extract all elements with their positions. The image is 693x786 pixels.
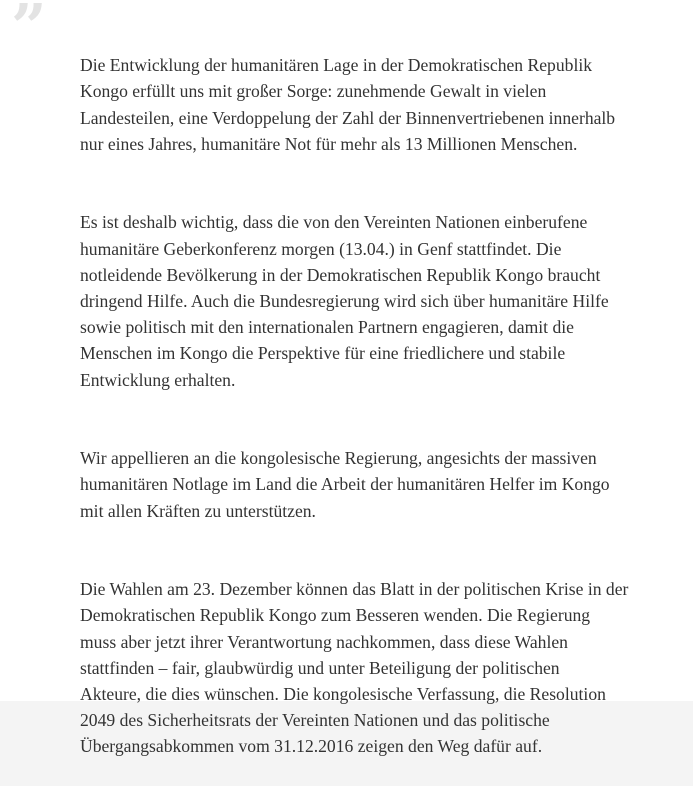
quote-paragraph-4: Die Wahlen am 23. Dezember können das Blatt in der politischen Krise in der Demokratischen Republik Kongo zum Besseren wenden. Die Regierung muss aber jetzt ihrer Verantwortung nachkommen, dass diese Wahlen stattfinden – fair, glaubwürdig und unter Beteiligung der politischen Akteure, die dies wünschen. Die kongolesische Verfassung, die Resolution 2049 des Sicherheitsrats der Vereinten Nationen und das politische Übergangsabkommen vom 31.12.2016 zeigen den Weg dafür auf. xyxy=(80,579,629,757)
quote-body xyxy=(80,26,692,786)
quote-paragraph-3: Wir appellieren an die kongolesische Regierung, angesichts der massiven humanitären Notlage im Land die Arbeit der humanitären Helfer im Kongo mit allen Kräften zu unterstützen. xyxy=(80,448,610,521)
quote-paragraph-2: Es ist deshalb wichtig, dass die von den Vereinten Nationen einberufene humanitäre Geberkonferenz morgen (13.04.) in Genf stattfindet. Die notleidende Bevölkerung in der Demokratischen Republik Kongo braucht dringend Hilfe. Auch die Bundesregierung wird sich über humanitäre Hilfe sowie politisch mit den internationalen Partnern engagieren, damit die Menschen im Kongo die Perspektive für eine friedlichere und stabile Entwicklung erhalten. xyxy=(80,212,609,390)
quote-paragraph-1: Die Entwicklung der humanitären Lage in der Demokratischen Republik Kongo erfüllt uns mit großer Sorge: zunehmende Gewalt in vielen Landesteilen, eine Verdoppelung der Zahl der Binnenvertriebenen innerhalb nur eines Jahres, humanitäre Not für mehr als 13 Millionen Menschen. xyxy=(80,55,616,154)
quote-mark-icon: ” xyxy=(11,0,43,63)
